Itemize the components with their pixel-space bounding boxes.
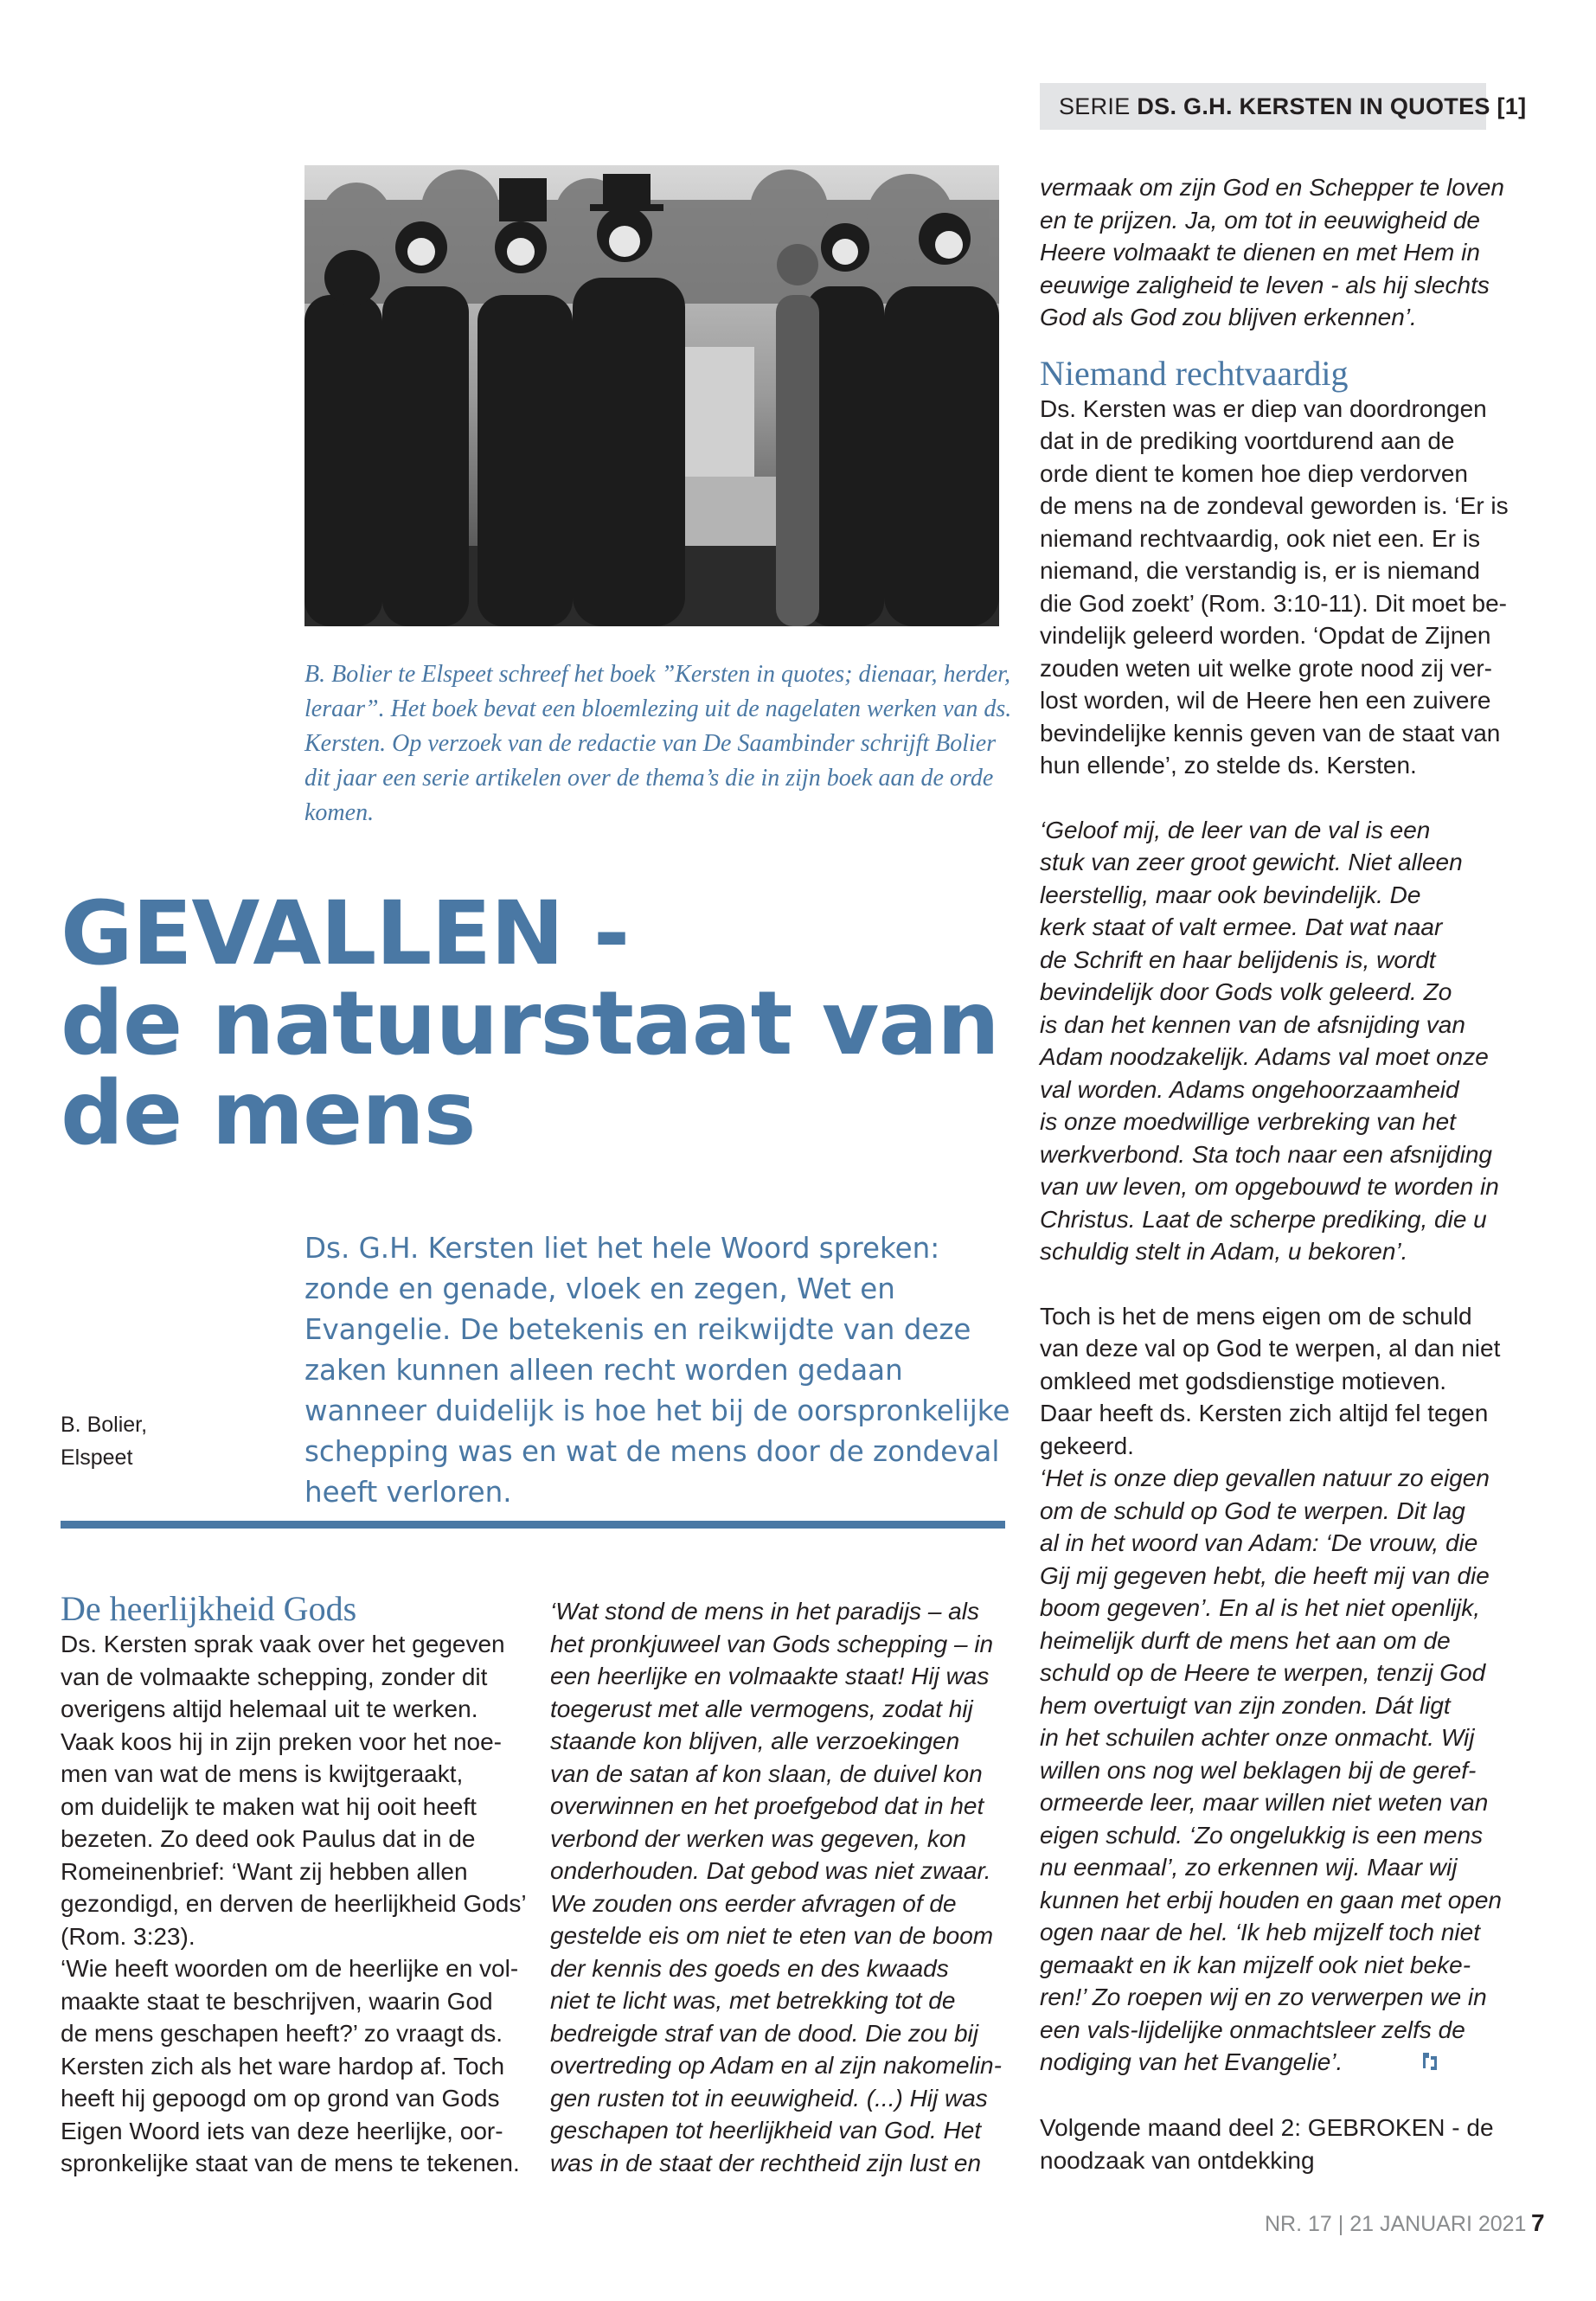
col3-paragraph-2 (1040, 1300, 1507, 1463)
author-credit (61, 1408, 234, 1474)
col3-quote-1 (1040, 814, 1507, 1268)
text-line: Daar heeft ds. Kersten zich altijd fel tegen (1040, 1400, 1489, 1426)
text-line: lost worden, wil de Heere hen een zuivere (1040, 687, 1491, 714)
text-line: die God zoekt’ (Rom. 3:10-11). Dit moet be- (1040, 589, 1507, 617)
text-line: boom gegeven’. En al is het niet openlijk, (1040, 1594, 1480, 1621)
page-number: 7 (1531, 2209, 1545, 2236)
text-line: dat in de prediking voortdurend aan de (1040, 427, 1455, 454)
text-line: Adam noodzakelijk. Adams val moet onze (1040, 1043, 1489, 1070)
text-line: vindelijk geleerd worden. ‘Opdat de Zijnen (1040, 622, 1491, 649)
text-line: Kersten zich als het ware hardop af. Toch (61, 2052, 505, 2080)
text-line: orde dient te komen hoe diep verdorven (1040, 459, 1468, 487)
text-line: Romeinenbrief: ‘Want zij hebben allen (61, 1857, 468, 1885)
text-line: nodiging van het Evangelie’. (1040, 2046, 1507, 2080)
text-line: men van wat de mens is kwijtgeraakt, (61, 1760, 464, 1787)
text-line: ‘Geloof mij, de leer van de val is een (1040, 816, 1431, 843)
series-tag (1040, 83, 1527, 130)
text-line: van de volmaakte schepping, zonder dit (61, 1663, 488, 1690)
col1-body (61, 1628, 528, 2180)
author-place: Elspeet (61, 1445, 133, 1470)
text-line: was in de staat der rechtheid zijn lust en (550, 2149, 982, 2176)
text-line: Volgende maand deel 2: GEBROKEN - de (1040, 2114, 1494, 2142)
text-line: God als God zou blijven erkennen’. (1040, 304, 1417, 330)
text-line: bezeten. Zo deed ook Paulus dat in de (61, 1825, 476, 1852)
text-line: zouden weten uit welke grote nood zij ver- (1040, 654, 1492, 682)
photo-illustration (304, 165, 999, 626)
text-line: overtreding op Adam en al zijn nakomelin- (550, 2052, 1002, 2079)
text-line: gemaakt en ik kan mijzelf ook niet beke- (1040, 1951, 1471, 1978)
text-line: onderhouden. Dat gebod was niet zwaar. (550, 1857, 991, 1884)
column-1 (61, 1590, 528, 2180)
section-heading-niemand: Niemand rechtvaardig (1040, 353, 1349, 393)
text-line: Gij mij gegeven hebt, die heeft mij van die (1040, 1561, 1490, 1589)
article-intro: Ds. G.H. Kersten liet het hele Woord spreken: zonde en genade, vloek en zegen, Wet en Evangelie. De betekenis en reikwijdte van deze zaken kunnen alleen recht worden gedaan wanneer duidelijk is hoe het bij de oorspronkelijke schepping was en wat de mens door de zondeval heeft verloren. (304, 1232, 1010, 1509)
text-line: in het schuilen achter onze onmacht. Wij (1040, 1724, 1475, 1751)
photo-caption: B. Bolier te Elspeet schreef het boek ”Kersten in quotes; dienaar, herder, leraar”. Het boek bevat een bloemlezing uit de nagelaten werken van ds. Kersten. Op verzoek van de redactie van De Saambinder schrijft Bolier dit jaar een serie artikelen over de thema’s die in zijn boek aan de orde komen. (304, 661, 1012, 826)
text-line: leerstellig, maar ook bevindelijk. De (1040, 881, 1421, 908)
text-line: We zouden ons eerder afvragen of de (550, 1889, 957, 1917)
text-line: al in het woord van Adam: ‘De vrouw, die (1040, 1529, 1478, 1556)
column-2 (550, 1595, 1017, 2179)
text-line: gestelde eis om niet te eten van de boom (550, 1922, 994, 1949)
text-line: stuk van zeer groot gewicht. Niet alleen (1040, 849, 1463, 875)
text-line: ogen naar de hel. ‘Ik heb mijzelf toch niet (1040, 1919, 1480, 1945)
text-line: schuld op de Heere te werpen, tenzij God (1040, 1659, 1486, 1686)
text-line: hun ellende’, zo stelde ds. Kersten. (1040, 752, 1417, 779)
col3-quote-2 (1040, 1462, 1507, 2080)
text-line: der kennis des goeds en des kwaads (550, 1954, 949, 1982)
end-mark-icon (1420, 2048, 1439, 2080)
text-line: spronkelijke staat van de mens te tekenen. (61, 2150, 520, 2176)
col3-next-part (1040, 2112, 1507, 2176)
col3-paragraph-1 (1040, 393, 1507, 782)
text-line: noodzaak van ontdekking (1040, 2146, 1315, 2174)
text-line: nu eenmaal’, zo erkennen wij. Maar wij (1040, 1854, 1458, 1881)
text-line: van deze val op God te werpen, al dan niet (1040, 1335, 1501, 1362)
text-line: om duidelijk te maken wat hij ooit heeft (61, 1792, 477, 1820)
text-line: staande kon blijven, alle verzoekingen (550, 1727, 960, 1754)
text-line: de Schrift en haar belijdenis is, wordt (1040, 945, 1436, 973)
text-line: de mens geschapen heeft?’ zo vraagt ds. (61, 2020, 503, 2047)
text-line: is onze moedwillige verbreking van het (1040, 1108, 1456, 1135)
series-prefix: SERIE (1059, 93, 1131, 119)
text-line: vermaak om zijn God en Schepper te loven (1040, 174, 1504, 201)
text-line: de mens na de zondeval geworden is. ‘Er is (1040, 492, 1509, 519)
text-line: Christus. Laat de scherpe prediking, die u (1040, 1205, 1487, 1233)
text-line: niemand rechtvaardig, ook niet een. Er is (1040, 524, 1480, 552)
headline-line-1: GEVALLEN - (61, 882, 630, 985)
text-line: niet te licht was, met betrekking tot de (550, 1987, 956, 2014)
text-line: niemand, die verstandig is, er is niemand (1040, 557, 1480, 584)
text-line: Vaak koos hij in zijn preken voor het noe- (61, 1727, 502, 1755)
text-line: een heerlijke en volmaakte staat! Hij was (550, 1663, 990, 1689)
text-line: hem overtuigt van zijn zonden. Dát ligt (1040, 1691, 1451, 1719)
text-line: eeuwige zaligheid te leven - als hij slechts (1040, 271, 1490, 298)
text-line: ‘Het is onze diep gevallen natuur zo eigen (1040, 1465, 1490, 1491)
text-line: gezondigd, en derven de heerlijkheid Gods’ (61, 1890, 527, 1917)
text-line: een vals-lijdelijke onmachtsleer zelfs de (1040, 2016, 1465, 2043)
text-line: willen ons nog wel beklagen bij de geref- (1040, 1756, 1477, 1784)
text-line: heeft hij gepoogd om op grond van Gods (61, 2085, 500, 2112)
section-heading-heerlijkheid: De heerlijkheid Gods (61, 1589, 357, 1628)
text-line: kerk staat of valt ermee. Dat wat naar (1040, 913, 1443, 940)
text-line: eigen schuld. ‘Zo ongelukkig is een mens (1040, 1821, 1484, 1849)
article-headline (61, 882, 1003, 1165)
text-line: geschapen tot heerlijkheid van God. Het (550, 2117, 982, 2144)
column-3 (1040, 171, 1507, 2176)
text-line: maakte staat te beschrijven, waarin God (61, 1987, 493, 2015)
text-line: Toch is het de mens eigen om de schuld (1040, 1302, 1472, 1330)
text-line: van de satan af kon slaan, de duivel kon (550, 1759, 983, 1787)
text-line: Eigen Woord iets van deze heerlijke, oor- (61, 2117, 503, 2144)
text-line: is dan het kennen van de afsnijding van (1040, 1010, 1465, 1038)
text-line: verbond der werken was gegeven, kon (550, 1824, 966, 1852)
text-line: Heere volmaakt te dienen en met Hem in (1040, 239, 1480, 266)
text-line: heimelijk durft de mens het aan om de (1040, 1626, 1451, 1654)
text-line: ‘Wie heeft woorden om de heerlijke en vol- (61, 1955, 519, 1982)
text-line: ormeerde leer, maar willen niet weten van (1040, 1789, 1489, 1816)
text-line: overwinnen en het proefgebod dat in het (550, 1792, 984, 1819)
text-line: val worden. Adams ongehoorzaamheid (1040, 1075, 1459, 1103)
text-line: het pronkjuweel van Gods schepping – in (550, 1630, 994, 1657)
text-line: om de schuld op God te werpen. Dit lag (1040, 1497, 1465, 1524)
text-line: omkleed met godsdienstige motieven. (1040, 1367, 1447, 1394)
headline-line-2: de natuurstaat van (61, 972, 999, 1075)
text-line: toegerust met alle vermogens, zodat hij (550, 1695, 973, 1722)
text-line: Ds. Kersten sprak vaak over het gegeven (61, 1631, 505, 1657)
text-line: ren!’ Zo roepen wij en zo verwerpen we in (1040, 1984, 1487, 2010)
col2-quote (550, 1595, 1017, 2179)
text-line: kunnen het erbij houden en gaan met open (1040, 1886, 1502, 1913)
text-line: (Rom. 3:23). (61, 1922, 195, 1950)
text-line: schuldig stelt in Adam, u bekoren’. (1040, 1238, 1408, 1265)
issue-info: NR. 17 | 21 JANUARI 2021 (1265, 2212, 1527, 2236)
headline-line-3: de mens (61, 1062, 476, 1165)
text-line: werkverbond. Sta toch naar een afsnijding (1040, 1140, 1492, 1168)
author-name: B. Bolier, (61, 1413, 148, 1437)
series-title: DS. G.H. KERSTEN IN QUOTES [1] (1137, 93, 1527, 119)
text-line: bevindelijke kennis geven van de staat van (1040, 719, 1501, 747)
text-line: ‘Wat stond de mens in het paradijs – als (550, 1598, 979, 1625)
col3-quote-continued (1040, 171, 1507, 334)
text-line: gekeerd. (1040, 1432, 1134, 1459)
text-line: gen rusten tot in eeuwigheid. (...) Hij was (550, 2084, 988, 2112)
text-line: overigens altijd helemaal uit te werken. (61, 1695, 478, 1722)
section-divider (61, 1521, 1005, 1529)
text-line: en te prijzen. Ja, om tot in eeuwigheid de (1040, 206, 1480, 234)
text-line: bedreigde straf van de dood. Die zou bij (550, 2019, 978, 2047)
text-line: van uw leven, om opgebouwd te worden in (1040, 1173, 1499, 1200)
text-line: Ds. Kersten was er diep van doordrongen (1040, 394, 1487, 422)
text-line: bevindelijk door Gods volk geleerd. Zo (1040, 978, 1452, 1005)
historical-photo (304, 165, 999, 626)
